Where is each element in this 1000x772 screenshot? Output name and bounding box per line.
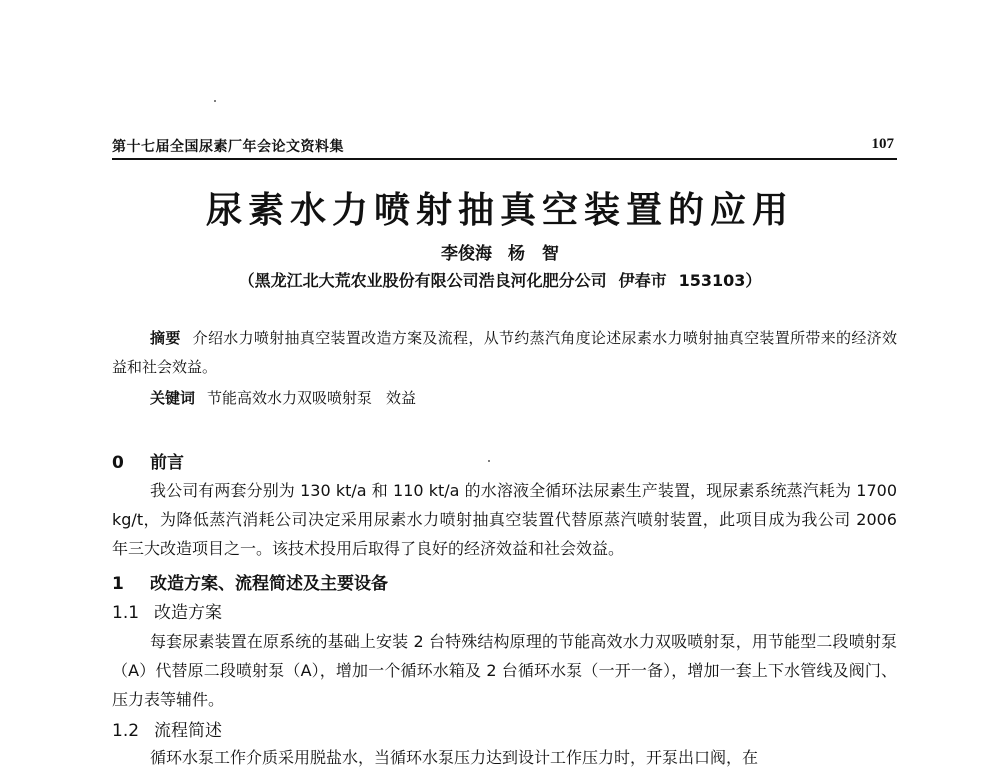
section-title: 前言: [150, 453, 184, 473]
abstract: [112, 324, 897, 382]
page-number: 107: [871, 136, 894, 152]
abstract-text: 介绍水力喷射抽真空装置改造方案及流程，从节约蒸汽角度论述尿素水力喷射抽真空装置所带来的经济效益和社会效益。: [112, 329, 897, 376]
section-heading: [112, 569, 388, 594]
affiliation: [0, 268, 1000, 291]
author-list: [0, 239, 1000, 264]
subsection-number: 1.1: [112, 603, 140, 623]
subsection-heading: [112, 598, 222, 623]
section-number: 1: [112, 574, 124, 594]
author-name: 杨 智: [508, 244, 559, 264]
affiliation-postcode: 153103）: [678, 271, 762, 290]
scan-speck: [214, 100, 216, 102]
section-number: 0: [112, 453, 124, 473]
affiliation-city: 伊春市: [618, 271, 667, 290]
running-header-journal: 第十七届全国尿素厂年会论文资料集: [112, 139, 344, 155]
author-name: 李俊海: [441, 244, 492, 264]
abstract-label: 摘要: [150, 329, 181, 347]
keyword: 节能高效水力双吸喷射泵: [207, 389, 373, 407]
keywords: [112, 384, 897, 413]
keywords-label: 关键词: [150, 389, 196, 407]
section-paragraph: 我公司有两套分别为 130 kt/a 和 110 kt/a 的水溶液全循环法尿素生产装置，现尿素系统蒸汽耗为 1700 kg/t，为降低蒸汽消耗公司决定采用尿素水力喷射抽真空装置代替原蒸汽喷射装置，此项目成为我公司 2006 年三大改造项目之一。该技术投用后取得了良好的经济效益和社会效益。: [112, 481, 897, 558]
subsection-title: 改造方案: [154, 603, 222, 623]
affiliation-org: （黑龙江北大荒农业股份有限公司浩良河化肥分公司: [238, 271, 607, 290]
section-title: 改造方案、流程简述及主要设备: [150, 574, 388, 594]
keyword: 效益: [386, 389, 417, 407]
subsection-number: 1.2: [112, 721, 140, 741]
paper-title: 尿素水力喷射抽真空装置的应用: [205, 189, 794, 231]
section-paragraph: 循环水泵工作介质采用脱盐水，当循环水泵压力达到设计工作压力时，开泵出口阀，在: [150, 748, 759, 767]
section-heading: [112, 448, 184, 473]
header-rule: [112, 158, 897, 160]
scan-speck: [488, 460, 490, 462]
subsection-heading: [112, 716, 222, 741]
section-paragraph: 每套尿素装置在原系统的基础上安装 2 台特殊结构原理的节能高效水力双吸喷射泵，用节能型二段喷射泵（A）代替原二段喷射泵（A），增加一个循环水箱及 2 台循环水泵（一开一备），增加一套上下水管线及阀门、压力表等辅件。: [112, 632, 897, 709]
subsection-title: 流程简述: [154, 721, 222, 741]
